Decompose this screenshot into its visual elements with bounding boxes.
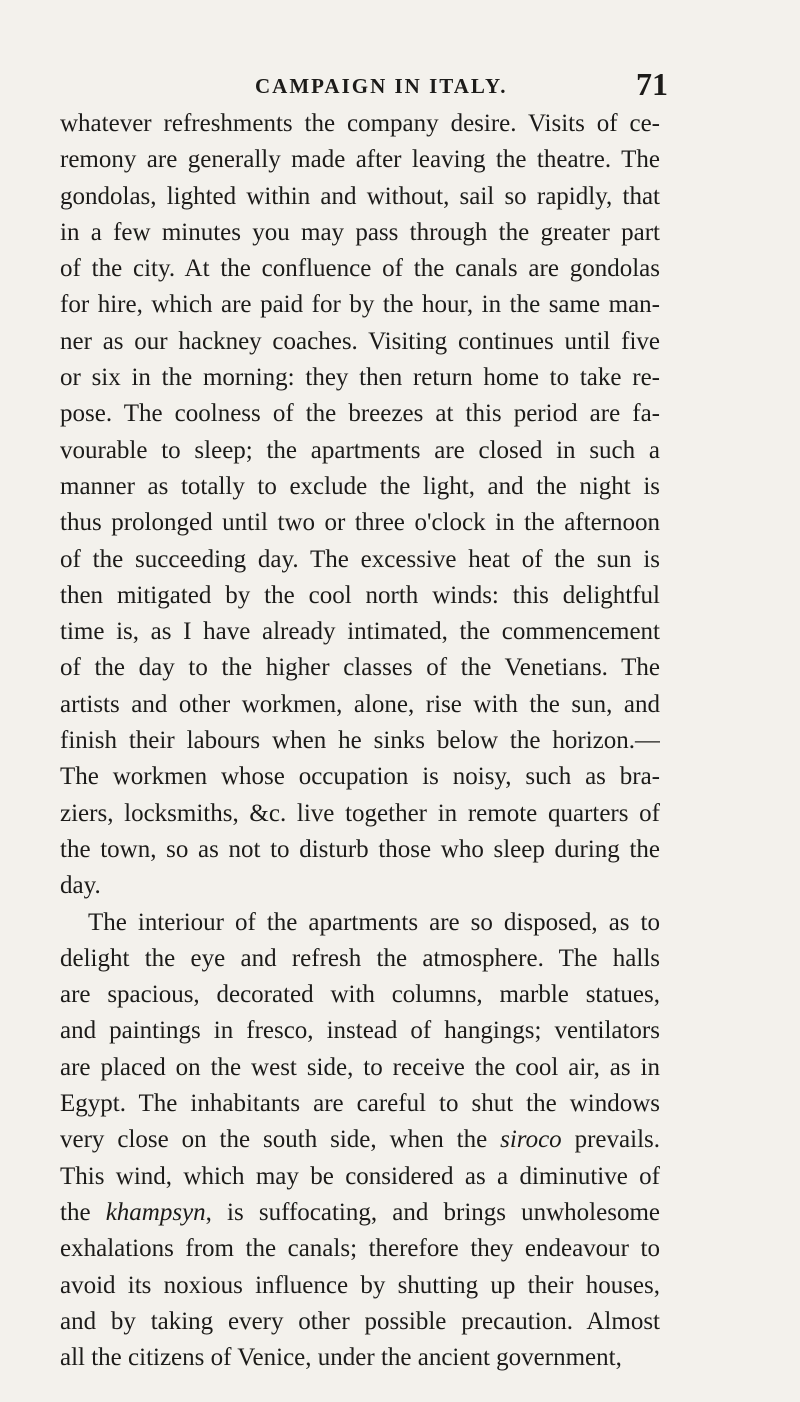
- text-line: Egypt. The inhabitants are careful to shut the windows: [60, 1090, 660, 1118]
- text-line: thus prolonged until two or three o'clock in the afternoon: [60, 509, 660, 537]
- text-line: and by taking every other possible precaution. Almost: [60, 1307, 660, 1335]
- text-line: of the day to the higher classes of the Venetians. The: [60, 654, 660, 682]
- running-head: [60, 66, 668, 102]
- text-line: in a few minutes you may pass through the greater part: [60, 218, 660, 246]
- text-line: for hire, which are paid for by the hour, in the same man-: [60, 291, 660, 319]
- text-line: and paintings in fresco, instead of hangings; ventilators: [60, 1017, 660, 1045]
- text-line: The workmen whose occupation is noisy, such as bra-: [60, 763, 660, 791]
- text-line: delight the eye and refresh the atmosphere. The halls: [60, 944, 660, 972]
- paragraph: [60, 106, 660, 905]
- text-line: time is, as I have already intimated, the commencement: [60, 618, 660, 646]
- text-line: whatever refreshments the company desire. Visits of ce-: [60, 110, 660, 137]
- body-text: [60, 106, 660, 1376]
- text-line: finish their labours when he sinks below the horizon.—: [60, 727, 660, 755]
- text-line: of the city. At the confluence of the canals are gondolas: [60, 255, 660, 283]
- text-line: manner as totally to exclude the light, and the night is: [60, 472, 660, 500]
- text-line: ziers, locksmiths, &c. live together in remote quarters of: [60, 799, 660, 827]
- text-line: all the citizens of Venice, under the ancient government,: [60, 1344, 622, 1372]
- text-line: exhalations from the canals; therefore they endeavour to: [60, 1235, 660, 1263]
- page-number: 71: [636, 66, 668, 102]
- text-line: are placed on the west side, to receive the cool air, as in: [60, 1053, 660, 1081]
- text-line: very close on the south side, when the siroco prevails.: [60, 1126, 660, 1154]
- text-line: of the succeeding day. The excessive heat of the sun is: [60, 545, 660, 573]
- text-line: The interiour of the apartments are so disposed, as to: [88, 908, 660, 936]
- paragraph: [60, 905, 660, 1377]
- text-line: are spacious, decorated with columns, marble statues,: [60, 981, 660, 1009]
- text-line: gondolas, lighted within and without, sail so rapidly, that: [60, 182, 660, 210]
- text-line: then mitigated by the cool north winds: this delightful: [60, 581, 660, 609]
- text-line: day.: [60, 872, 101, 900]
- text-line: avoid its noxious influence by shutting up their houses,: [60, 1271, 660, 1299]
- text-line: the khampsyn, is suffocating, and brings unwholesome: [60, 1198, 660, 1226]
- text-line: vourable to sleep; the apartments are closed in such a: [60, 436, 660, 464]
- text-line: remony are generally made after leaving the theatre. The: [60, 146, 660, 174]
- text-line: the town, so as not to disturb those who sleep during the: [60, 835, 660, 863]
- running-title: CAMPAIGN IN ITALY.: [255, 74, 508, 98]
- text-line: This wind, which may be considered as a diminutive of: [60, 1162, 660, 1190]
- text-line: ner as our hackney coaches. Visiting continues until five: [60, 327, 660, 355]
- text-line: artists and other workmen, alone, rise with the sun, and: [60, 690, 660, 718]
- text-line: or six in the morning: they then return home to take re-: [60, 364, 660, 392]
- text-line: pose. The coolness of the breezes at this period are fa-: [60, 400, 660, 428]
